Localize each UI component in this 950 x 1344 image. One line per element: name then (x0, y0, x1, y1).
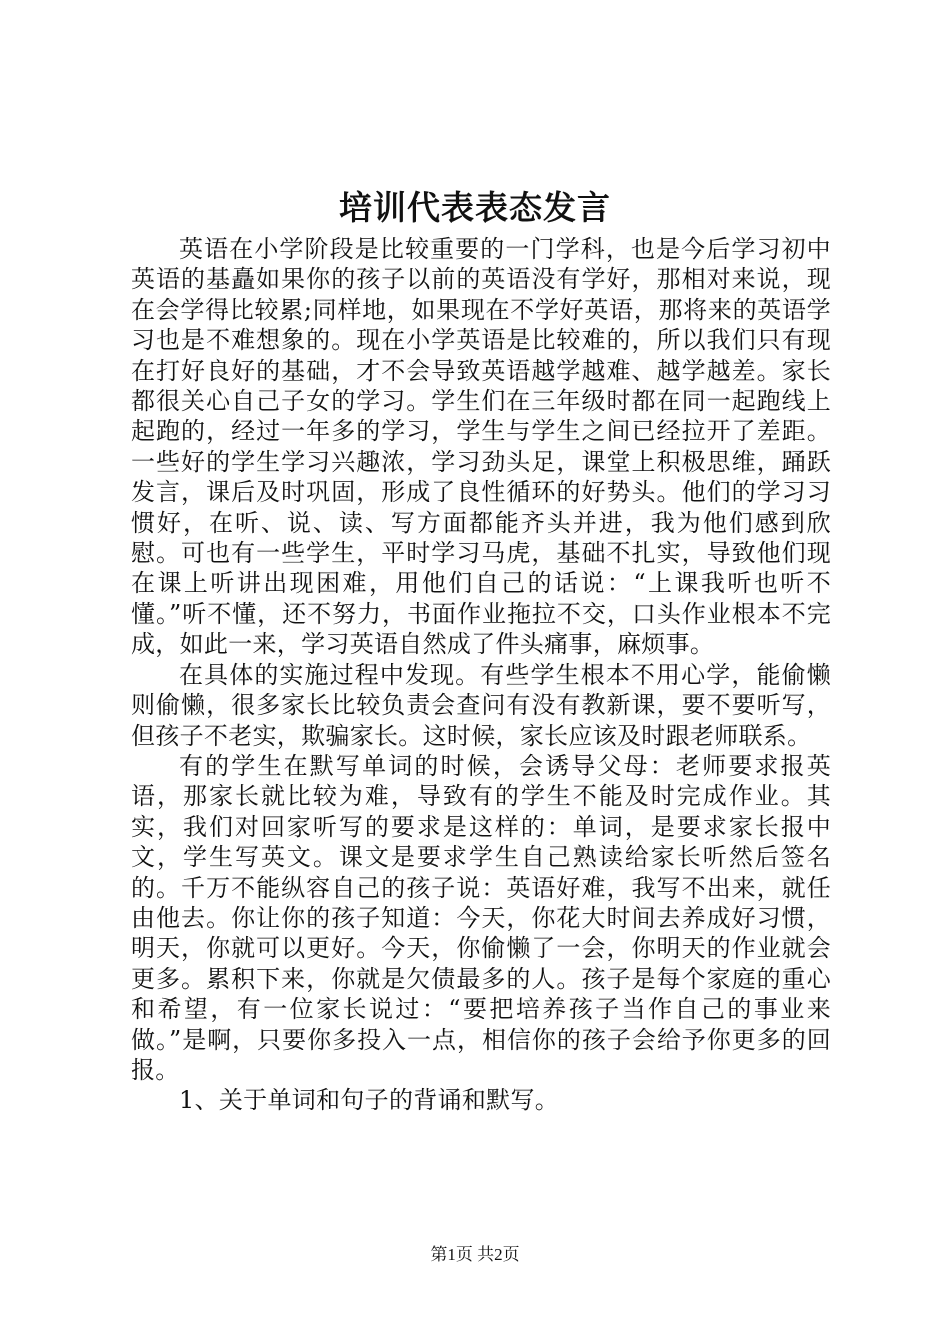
document-body (131, 234, 831, 1116)
document-title: 培训代表表态发言 (339, 188, 611, 227)
body-paragraph: 英语在小学阶段是比较重要的一门学科，也是今后学习初中英语的基矗如果你的孩子以前的英语没有学好，那相对来说，现在会学得比较累;同样地，如果现在不学好英语，那将来的英语学习也是不难想象的。现在小学英语是比较难的，所以我们只有现在打好良好的基础，才不会导致英语越学越难、越学越差。家长都很关心自己子女的学习。学生们在三年级时都在同一起跑线上起跑的，经过一年多的学习，学生与学生之间已经拉开了差距。一些好的学生学习兴趣浓，学习劲头足，课堂上积极思维，踊跃发言，课后及时巩固，形成了良性循环的好势头。他们的学习习惯好，在听、说、读、写方面都能齐头并进，我为他们感到欣慰。可也有一些学生，平时学习马虎，基础不扎实，导致他们现在课上听讲出现困难，用他们自己的话说：“上课我听也听不懂。”听不懂，还不努力，书面作业拖拉不交，口头作业根本不完成，如此一来，学习英语自然成了件头痛事，麻烦事。 (131, 235, 831, 659)
body-paragraph: 在具体的实施过程中发现。有些学生根本不用心学，能偷懒则偷懒，很多家长比较负责会查问有没有教新课，要不要听写，但孩子不老实，欺骗家长。这时候，家长应该及时跟老师联系。 (131, 660, 831, 750)
page-number-footer: 第1页 共2页 (430, 1245, 520, 1264)
body-paragraph: 1、关于单词和句子的背诵和默写。 (179, 1086, 560, 1115)
body-paragraph: 有的学生在默写单词的时候，会诱导父母：老师要求报英语，那家长就比较为难，导致有的学生不能及时完成作业。其实，我们对回家听写的要求是这样的：单词，是要求家长报中文，学生写英文。课文是要求学生自己熟读给家长听然后签名的。千万不能纵容自己的孩子说：英语好难，我写不出来，就任由他去。你让你的孩子知道：今天，你花大时间去养成好习惯，明天，你就可以更好。今天，你偷懒了一会，你明天的作业就会更多。累积下来，你就是欠债最多的人。孩子是每个家庭的重心和希望，有一位家长说过：“要把培养孩子当作自己的事业来做。”是啊，只要你多投入一点，相信你的孩子会给予你更多的回报。 (131, 751, 831, 1084)
